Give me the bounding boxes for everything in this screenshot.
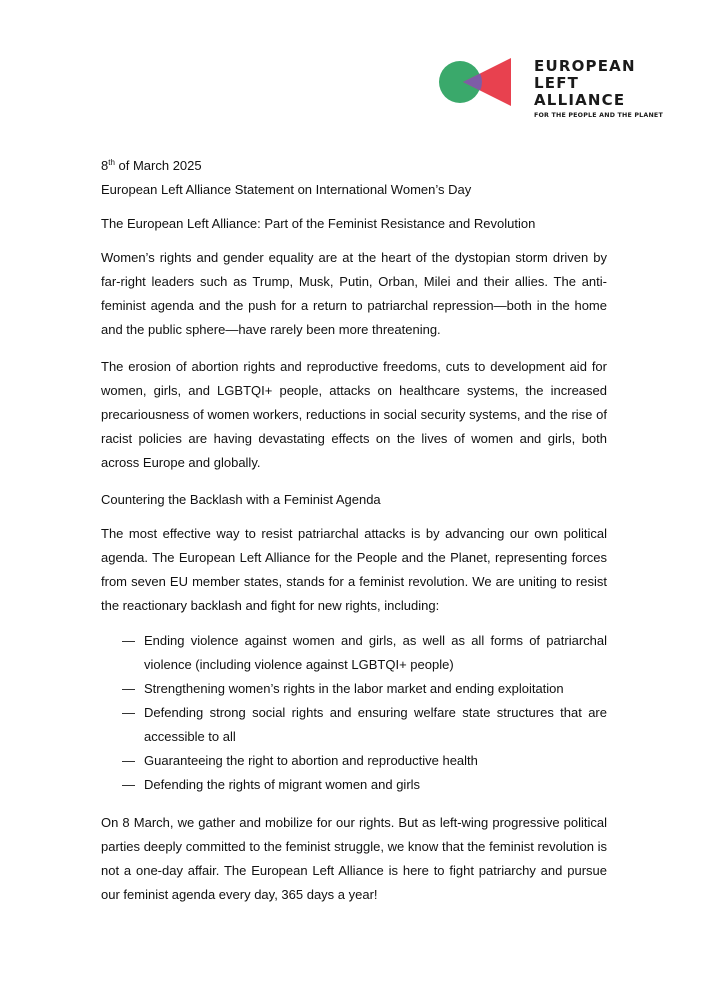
demands-list <box>101 629 607 797</box>
logo-tagline: FOR THE PEOPLE AND THE PLANET <box>534 112 663 119</box>
date-rest: of March 2025 <box>114 158 202 173</box>
date-day: 8 <box>101 158 109 173</box>
list-item <box>101 773 607 797</box>
section-paragraph: The most effective way to resist patriarchal attacks is by advancing our own political agenda. The European Left Alliance for the People and the Planet, representing forces from seven EU member states, stands for a feminist revolution. We are uniting to resist the reactionary backlash and fight for new rights, including: <box>101 526 607 613</box>
list-item-text: Strengthening women’s rights in the labor market and ending exploitation <box>144 681 564 696</box>
logo-wordmark <box>534 58 663 119</box>
european-left-alliance-logo <box>438 56 663 119</box>
list-item-text: Guaranteeing the right to abortion and reproductive health <box>144 753 478 768</box>
dash-bullet: — <box>122 753 135 768</box>
statement-subheading: The European Left Alliance: Part of the Feminist Resistance and Revolution <box>101 216 536 231</box>
list-item <box>101 749 607 773</box>
dash-bullet: — <box>122 777 135 792</box>
logo-line-1: EUROPEAN <box>534 57 636 75</box>
list-item-text: Defending the rights of migrant women and girls <box>144 777 421 792</box>
paragraph: Women’s rights and gender equality are at the heart of the dystopian storm driven by far-right leaders such as Trump, Musk, Putin, Orban, Milei and their allies. The anti-feminist agenda and the push for a return to patriarchal repression—both in the home and the public sphere—have rarely been more threatening. <box>101 250 607 337</box>
logo-line-2: LEFT ALLIANCE <box>534 74 626 109</box>
list-item <box>101 629 607 677</box>
dash-bullet: — <box>122 681 135 696</box>
list-item <box>101 701 607 749</box>
statement-date <box>101 157 607 175</box>
dash-bullet: — <box>122 633 135 648</box>
date-suffix: th <box>108 158 115 167</box>
closing-paragraph: On 8 March, we gather and mobilize for our rights. But as left-wing progressive political parties deeply committed to the feminist struggle, we know that the feminist revolution is not a one-day affair. The European Left Alliance is here to fight patriarchy and pursue our feminist agenda every day, 365 days a year! <box>101 815 607 902</box>
list-item-text: Ending violence against women and girls, as well as all forms of patriarchal violence (including violence against LGBTQI+ people) <box>144 633 607 672</box>
list-item <box>101 677 607 701</box>
paragraph: The erosion of abortion rights and reproductive freedoms, cuts to development aid for women, girls, and LGBTQI+ people, attacks on healthcare systems, the increased precariousness of women workers, reductions in social security systems, and the rise of racist policies are having devastating effects on the lives of women and girls, both across Europe and globally. <box>101 359 607 470</box>
statement-title: European Left Alliance Statement on International Women’s Day <box>101 182 472 197</box>
statement-body <box>101 157 607 907</box>
logo-mark-icon <box>438 56 518 112</box>
section-heading: Countering the Backlash with a Feminist Agenda <box>101 492 381 507</box>
dash-bullet: — <box>122 705 135 720</box>
list-item-text: Defending strong social rights and ensuring welfare state structures that are accessible to all <box>144 705 607 744</box>
